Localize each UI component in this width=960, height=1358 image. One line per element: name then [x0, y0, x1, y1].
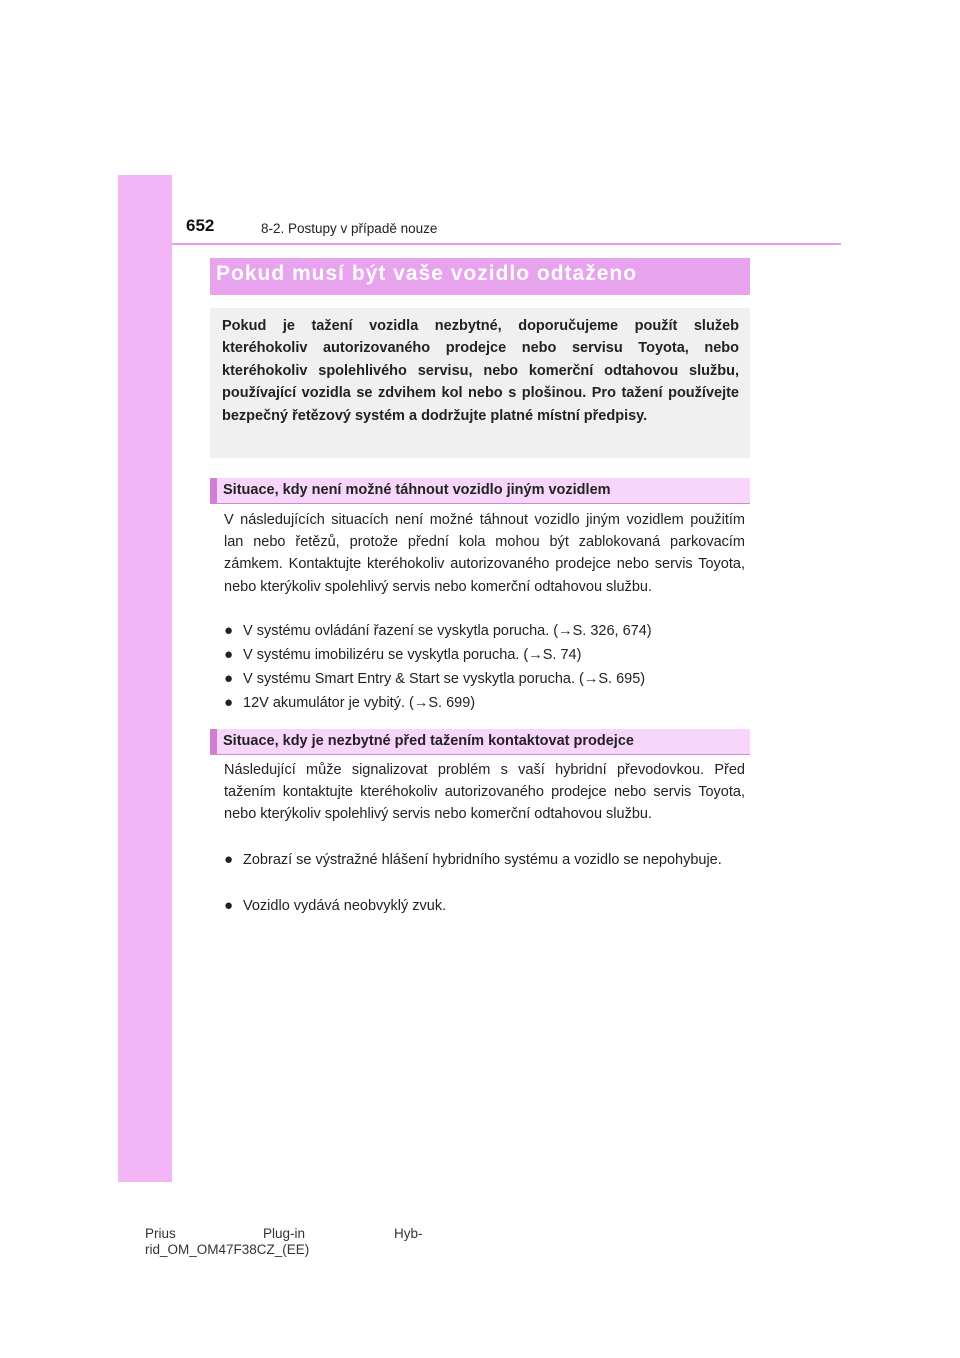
list-item-text: Vozidlo vydává neobvyklý zvuk. — [243, 898, 447, 914]
footer-doc-code: rid_OM_OM47F38CZ_(EE) — [145, 1242, 310, 1257]
list-item — [224, 692, 745, 714]
section-heading-1-text: Situace, kdy není možné táhnout vozidlo jiným vozidlem — [223, 482, 611, 498]
bullet-icon: ● — [224, 670, 234, 687]
footer-variant: Plug-in — [263, 1226, 306, 1241]
list-item — [224, 620, 745, 642]
section-heading-2 — [210, 729, 750, 755]
list-item-text: V systému imobilizéru se vyskytla porucha. (→S. 74) — [243, 647, 582, 663]
footer-hyb: Hyb- — [394, 1226, 423, 1241]
list-item-text: V systému Smart Entry & Start se vyskytla porucha. (→S. 695) — [243, 671, 646, 687]
list-item-text: V systému ovládání řazení se vyskytla porucha. (→S. 326, 674) — [243, 623, 652, 639]
list-item — [224, 895, 745, 917]
bullet-icon: ● — [224, 646, 234, 663]
bullet-icon: ● — [224, 622, 234, 639]
section-2-paragraph: Následující může signalizovat problém s vaší hybridní převodovkou. Před tažením kontaktujte kteréhokoliv autorizovaného prodejce nebo servis Toyota, nebo kterýkoliv spolehlivý servis nebo komerční odtahovou službu. — [224, 762, 745, 823]
list-item — [224, 849, 745, 871]
bullet-icon: ● — [224, 694, 234, 711]
page-title: Pokud musí být vaše vozidlo odtaženo — [216, 262, 638, 285]
heading-accent — [210, 478, 217, 503]
intro-text: Pokud je tažení vozidla nezbytné, doporučujeme použít služeb kteréhokoliv autorizovaného prodejce nebo servisu Toyota, nebo kteréhokoliv spolehlivého servisu, nebo komerční odtahovou službu, používající vozidla se zdvihem kol nebo s plošinou. Pro tažení používejte bezpečný řetězový systém a dodržujte platné místní předpisy. — [222, 318, 739, 424]
section-1-paragraph: V následujících situacích není možné táhnout vozidlo jiným vozidlem použitím lan nebo řetězů, protože přední kola mohou být zablokovaná parkovacím zámkem. Kontaktujte kteréhokoliv autorizovaného prodejce nebo servis Toyota, nebo kterýkoliv spolehlivý servis nebo komerční odtahovou službu. — [224, 512, 745, 595]
section-heading-2-text: Situace, kdy je nezbytné před tažením kontaktovat prodejce — [223, 733, 634, 749]
footer-model: Prius — [145, 1226, 176, 1241]
page-number: 652 — [186, 216, 215, 235]
header-divider — [172, 243, 841, 245]
list-item-text: 12V akumulátor je vybitý. (→S. 699) — [243, 695, 476, 711]
heading-accent — [210, 729, 217, 754]
section-heading-1 — [210, 478, 750, 504]
list-item — [224, 644, 745, 666]
list-item-text: Zobrazí se výstražné hlášení hybridního systému a vozidlo se nepohybuje. — [243, 852, 722, 868]
bullet-icon: ● — [224, 851, 234, 868]
bullet-icon: ● — [224, 897, 234, 914]
section-label: 8-2. Postupy v případě nouze — [261, 221, 438, 236]
chapter-tab-bar — [118, 175, 172, 1182]
list-item — [224, 668, 745, 690]
